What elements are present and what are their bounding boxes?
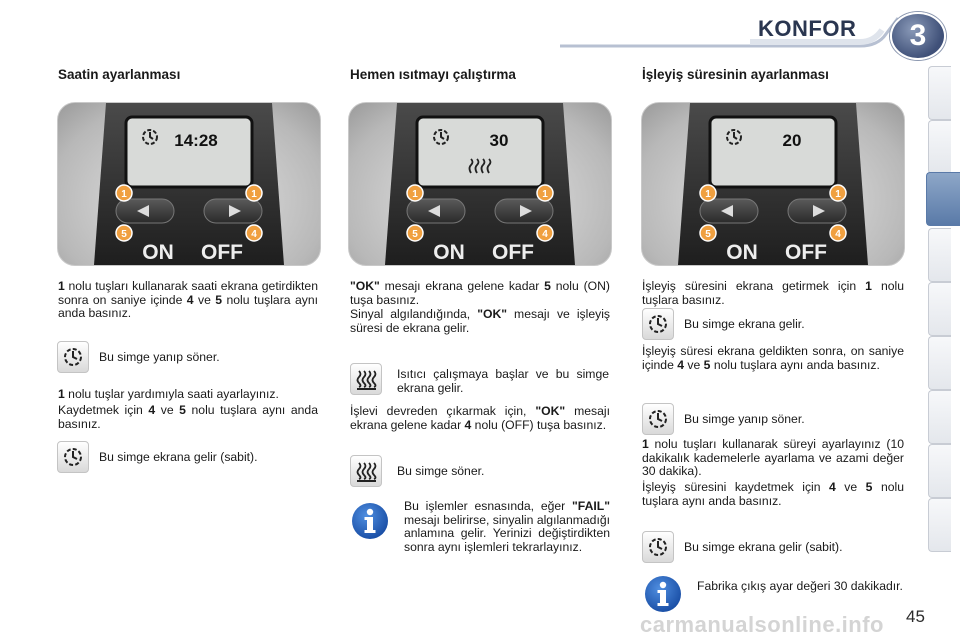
svg-text:1: 1 (412, 189, 418, 200)
watermark: carmanualsonline.info (640, 612, 884, 637)
clock-glyph (643, 404, 673, 434)
col3-paragraph-2: İşleyiş süresi ekrana geldikten sonra, on saniye içinde 4 ve 5 nolu tuşlara aynı anda basınız. (642, 344, 904, 372)
clock-icon (57, 341, 89, 373)
col3-icon-note-3: Bu simge ekrana gelir (sabit). (684, 540, 843, 554)
svg-text:1: 1 (835, 189, 841, 200)
side-tab[interactable] (928, 228, 951, 282)
lcd-screen (126, 117, 252, 187)
heater-icon (350, 455, 382, 487)
info-icon (352, 503, 388, 539)
clock-icon (57, 441, 89, 473)
side-tab[interactable] (928, 336, 951, 390)
col2-icon-note-1: Isıtıcı çalışmaya başlar ve bu simge ekrana gelir. (397, 367, 609, 395)
callout-1 (537, 185, 553, 201)
clock-icon (642, 531, 674, 563)
svg-text:4: 4 (835, 229, 841, 240)
svg-text:1: 1 (542, 189, 548, 200)
heading-duration-setting: İşleyiş süresinin ayarlanması (642, 67, 829, 82)
side-tab[interactable] (928, 282, 951, 336)
lcd-screen (417, 117, 543, 187)
clock-icon (642, 308, 674, 340)
heater-glyph (351, 456, 381, 486)
side-tab[interactable] (928, 444, 951, 498)
callout-1 (830, 185, 846, 201)
col3-info-note: Fabrika çıkış ayar değeri 30 dakikadır. (697, 579, 903, 593)
svg-text:5: 5 (121, 229, 127, 240)
col2-paragraph-2: Sinyal algılandığında, "OK" mesajı ve işleyiş süresi de ekrana gelir. (350, 307, 611, 335)
off-button-label: OFF (785, 241, 827, 264)
on-button-label: ON (142, 241, 174, 264)
svg-text:1: 1 (705, 189, 711, 200)
lcd-value: 14:28 (174, 131, 218, 150)
on-button-label: ON (726, 241, 758, 264)
remote-photo-duration (641, 102, 905, 266)
svg-text:4: 4 (542, 229, 548, 240)
off-button-label: OFF (201, 241, 243, 264)
callout-1 (700, 185, 716, 201)
lcd-screen (710, 117, 836, 187)
clock-glyph (58, 442, 88, 472)
col2-paragraph-3: İşlevi devreden çıkarmak için, "OK" mesajı ekrana gelene kadar 4 nolu (OFF) tuşa basınız. (350, 404, 610, 432)
callout-1 (407, 185, 423, 201)
side-tab[interactable] (928, 66, 951, 120)
callout-4 (537, 225, 553, 241)
heading-immediate-heating: Hemen ısıtmayı çalıştırma (350, 67, 516, 82)
callout-5 (407, 225, 423, 241)
clock-icon (642, 403, 674, 435)
info-icon (645, 576, 681, 612)
page-number: 45 (906, 607, 925, 626)
heater-icon (350, 363, 382, 395)
col3-paragraph-4: İşleyiş süresini kaydetmek için 4 ve 5 nolu tuşlara aynı anda basınız. (642, 480, 904, 508)
col3-paragraph-3: 1 nolu tuşları kullanarak süreyi ayarlayınız (10 dakikalık kademelerle ayarlama ve azami değer 30 dakika). (642, 437, 904, 479)
callout-5 (116, 225, 132, 241)
heading-clock-setting: Saatin ayarlanması (58, 67, 181, 82)
callout-1 (246, 185, 262, 201)
side-tab[interactable] (928, 498, 951, 552)
info-glyph (352, 503, 388, 539)
info-glyph (645, 576, 681, 612)
on-button-label: ON (433, 241, 465, 264)
col3-icon-note-1: Bu simge ekrana gelir. (684, 317, 805, 331)
callout-5 (700, 225, 716, 241)
svg-text:5: 5 (412, 229, 418, 240)
col1-paragraph-1: 1 nolu tuşları kullanarak saati ekrana getirdikten sonra on saniye içinde 4 ve 5 nolu tuşlara aynı anda basınız. (58, 279, 318, 321)
side-tab[interactable] (928, 120, 951, 174)
chapter-number-badge: 3 (890, 12, 946, 60)
col1-paragraph-2: 1 nolu tuşlar yardımıyla saati ayarlayınız. (58, 387, 279, 401)
col2-info-note: Bu işlemler esnasında, eğer "FAIL" mesajı belirirse, sinyalin algılanmadığı anlamına gelir. Yerinizi değiştirdikten sonra aynı işlemleri tekrarlayınız. (404, 499, 610, 554)
off-button-label: OFF (492, 241, 534, 264)
col1-icon-note-2: Bu simge ekrana gelir (sabit). (99, 450, 258, 464)
remote-photo-heating (348, 102, 612, 266)
clock-glyph (58, 342, 88, 372)
svg-text:4: 4 (251, 229, 257, 240)
col3-icon-note-2: Bu simge yanıp söner. (684, 412, 805, 426)
header-band (560, 14, 932, 50)
col1-paragraph-3: Kaydetmek için 4 ve 5 nolu tuşlara aynı anda basınız. (58, 403, 318, 431)
col2-paragraph-1: "OK" mesajı ekrana gelene kadar 5 nolu (ON) tuşa basınız. (350, 279, 610, 307)
svg-text:5: 5 (705, 229, 711, 240)
heater-glyph (351, 364, 381, 394)
col1-icon-note-1: Bu simge yanıp söner. (99, 350, 220, 364)
callout-4 (830, 225, 846, 241)
callout-4 (246, 225, 262, 241)
clock-glyph (643, 309, 673, 339)
col2-icon-note-2: Bu simge söner. (397, 464, 485, 478)
side-tab-active[interactable] (926, 172, 960, 226)
clock-glyph (643, 532, 673, 562)
col3-paragraph-1: İşleyiş süresini ekrana getirmek için 1 nolu tuşlara basınız. (642, 279, 904, 307)
chapter-title: KONFOR (758, 16, 857, 41)
callout-1 (116, 185, 132, 201)
side-tab[interactable] (928, 390, 951, 444)
lcd-value: 30 (489, 131, 509, 150)
remote-photo-clock (57, 102, 321, 266)
side-chapter-tabs (928, 66, 960, 576)
lcd-value: 20 (782, 131, 802, 150)
svg-text:1: 1 (251, 189, 257, 200)
svg-text:1: 1 (121, 189, 127, 200)
